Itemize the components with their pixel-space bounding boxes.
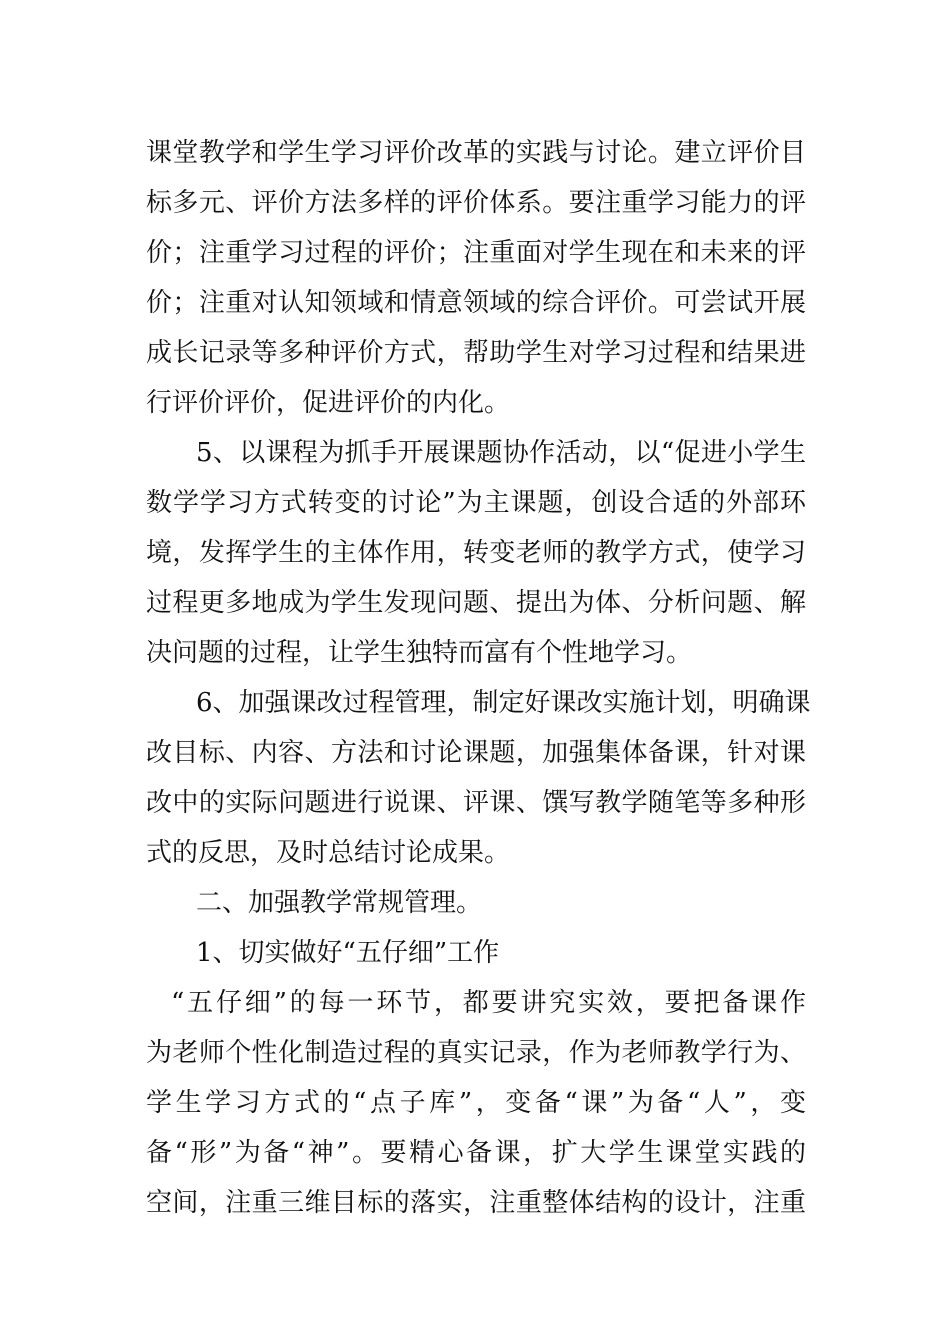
text-line: 境，发挥学生的主体作用，转变老师的教学方式，使学习 — [146, 538, 806, 568]
text-line: 成长记录等多种评价方式，帮助学生对学习过程和结果进 — [146, 338, 806, 368]
text-line: 价；注重对认知领域和情意领域的综合评价。可尝试开展 — [146, 288, 806, 318]
text-line: 课堂教学和学生学习评价改革的实践与讨论。建立评价目 — [146, 138, 806, 168]
text-line: 价；注重学习过程的评价；注重面对学生现在和未来的评 — [146, 238, 806, 268]
paragraph-start-line: 5、以课程为抓手开展课题协作活动，以“促进小学生 — [196, 438, 806, 468]
text-line: 改目标、内容、方法和讨论课题，加强集体备课，针对课 — [146, 738, 806, 768]
text-line: 过程更多地成为学生发现问题、提出为体、分析问题、解 — [146, 588, 806, 618]
text-line: 数学学习方式转变的讨论”为主课题，创设合适的外部环 — [146, 488, 806, 518]
section-heading: 二、加强教学常规管理。 — [196, 888, 483, 918]
subsection-heading: 1、切实做好“五仔细”工作 — [196, 938, 500, 968]
text-line: 备“形”为备“神”。要精心备课，扩大学生课堂实践的 — [146, 1138, 806, 1168]
text-line: 行评价评价，促进评价的内化。 — [146, 388, 511, 418]
paragraph-start-line: 6、加强课改过程管理，制定好课改实施计划，明确课 — [196, 688, 811, 718]
text-line: 标多元、评价方法多样的评价体系。要注重学习能力的评 — [146, 188, 806, 218]
text-line: 学生学习方式的“点子库”，变备“课”为备“人”，变 — [146, 1088, 806, 1118]
text-line: 改中的实际问题进行说课、评课、馔写教学随笔等多种形 — [146, 788, 806, 818]
paragraph-start-line: “五仔细”的每一环节，都要讲究实效，要把备课作 — [171, 988, 806, 1018]
text-line: 空间，注重三维目标的落实，注重整体结构的设计，注重 — [146, 1188, 806, 1218]
text-line: 为老师个性化制造过程的真实记录，作为老师教学行为、 — [146, 1038, 806, 1068]
text-line: 决问题的过程，让学生独特而富有个性地学习。 — [146, 638, 693, 668]
text-line: 式的反思，及时总结讨论成果。 — [146, 838, 511, 868]
